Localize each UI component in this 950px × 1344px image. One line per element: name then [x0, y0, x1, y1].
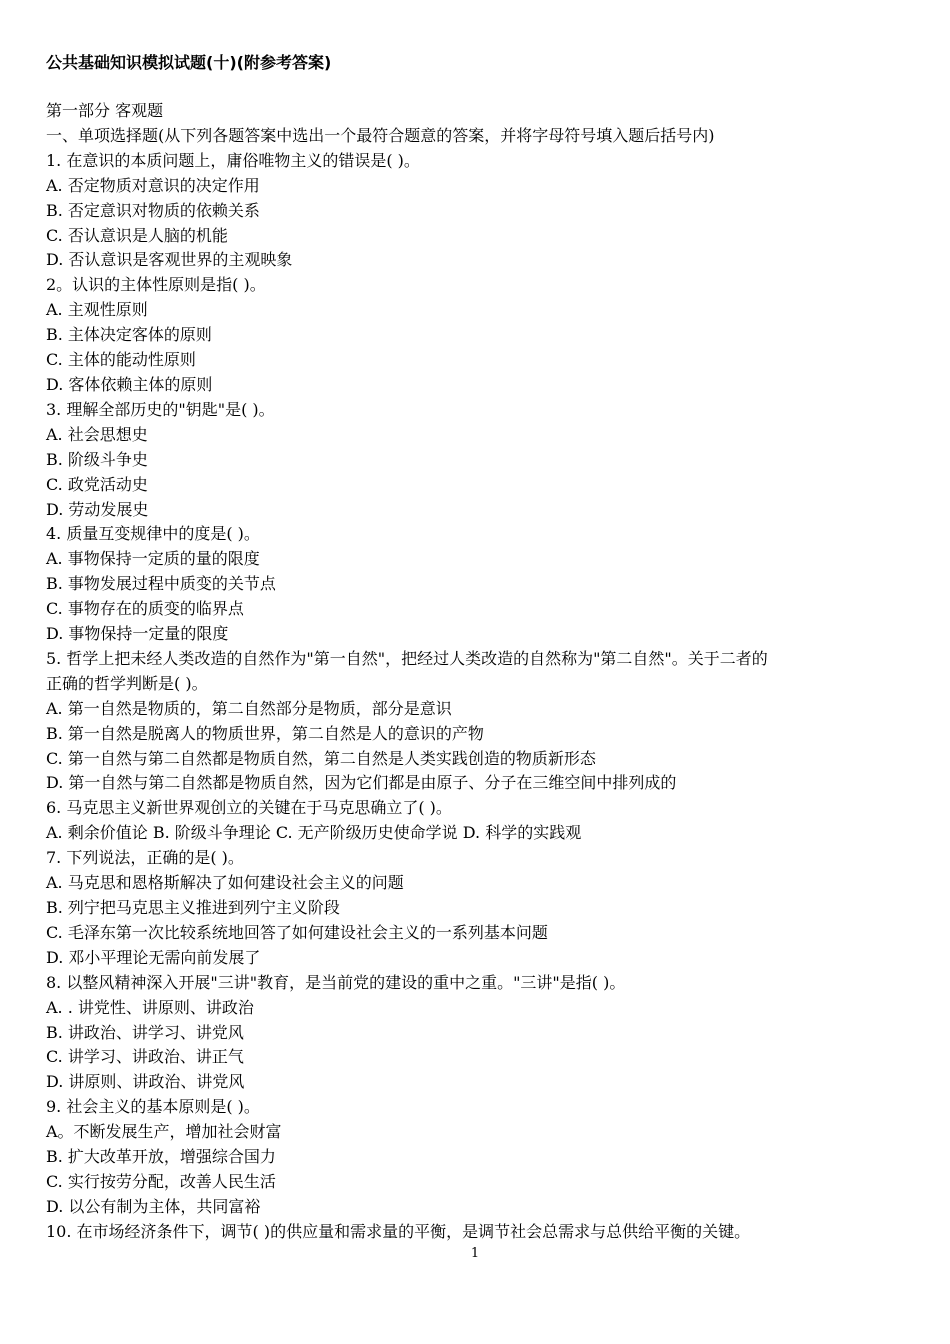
text-line: D. 邓小平理论无需向前发展了	[46, 947, 261, 967]
text-line: D. 第一自然与第二自然都是物质自然，因为它们都是由原子、分子在三维空间中排列成的	[46, 773, 677, 793]
text-line: A. . 讲党性、讲原则、讲政治	[46, 997, 254, 1017]
text-line: A. 第一自然是物质的，第二自然部分是物质，部分是意识	[46, 698, 452, 718]
text-line: 8. 以整风精神深入开展"三讲"教育，是当前党的建设的重中之重。"三讲"是指( )。	[46, 972, 626, 992]
document-body	[46, 99, 916, 1245]
text-line: 5. 哲学上把未经人类改造的自然作为"第一自然"，把经过人类改造的自然称为"第二自然"。关于二者的	[46, 648, 768, 668]
text-line: A. 社会思想史	[46, 424, 148, 444]
text-line: 3. 理解全部历史的"钥匙"是( )。	[46, 399, 275, 419]
text-line: 第一部分 客观题	[46, 101, 164, 120]
text-line: C. 实行按劳分配，改善人民生活	[46, 1171, 276, 1191]
text-line: C. 毛泽东第一次比较系统地回答了如何建设社会主义的一系列基本问题	[46, 922, 548, 942]
text-line: A. 剩余价值论 B. 阶级斗争理论 C. 无产阶级历史使命学说 D. 科学的实践观	[46, 823, 582, 843]
text-line: 正确的哲学判断是( )。	[46, 673, 208, 693]
text-line: 4. 质量互变规律中的度是( )。	[46, 524, 260, 544]
text-line: C. 主体的能动性原则	[46, 350, 196, 370]
text-line: C. 事物存在的质变的临界点	[46, 599, 244, 619]
text-line: B. 主体决定客体的原则	[46, 325, 212, 345]
text-line: C. 政党活动史	[46, 474, 148, 494]
text-line: D. 讲原则、讲政治、讲党风	[46, 1072, 245, 1092]
text-line: 6. 马克思主义新世界观创立的关键在于马克思确立了( )。	[46, 798, 452, 818]
text-line: 2。认识的主体性原则是指( )。	[46, 275, 266, 295]
text-line: C. 第一自然与第二自然都是物质自然，第二自然是人类实践创造的物质新形态	[46, 748, 596, 768]
text-line: 1. 在意识的本质问题上，庸俗唯物主义的错误是( )。	[46, 150, 420, 170]
document-page	[46, 50, 916, 1245]
text-line: B. 讲政治、讲学习、讲党风	[46, 1022, 244, 1042]
text-line: D. 客体依赖主体的原则	[46, 374, 213, 394]
text-line: 9. 社会主义的基本原则是( )。	[46, 1097, 260, 1117]
text-line: C. 讲学习、讲政治、讲正气	[46, 1047, 244, 1067]
page-number: 1	[470, 1246, 480, 1261]
text-line: 10. 在市场经济条件下，调节( )的供应量和需求量的平衡，是调节社会总需求与总供给平衡的关键。	[46, 1221, 751, 1241]
text-line: B. 否定意识对物质的依赖关系	[46, 200, 260, 220]
document-title: 公共基础知识模拟试题(十)(附参考答案)	[46, 53, 332, 72]
text-line: A. 事物保持一定质的量的限度	[46, 549, 260, 569]
text-line: 7. 下列说法，正确的是( )。	[46, 848, 244, 868]
text-line: B. 第一自然是脱离人的物质世界，第二自然是人的意识的产物	[46, 723, 484, 743]
text-line: B. 扩大改革开放，增强综合国力	[46, 1147, 276, 1167]
text-line: 一、单项选择题(从下列各题答案中选出一个最符合题意的答案，并将字母符号填入题后括号内)	[46, 125, 715, 145]
text-line: D. 劳动发展史	[46, 499, 149, 519]
text-line: B. 阶级斗争史	[46, 449, 148, 469]
text-line: D. 以公有制为主体，共同富裕	[46, 1196, 261, 1216]
text-line: A. 主观性原则	[46, 300, 148, 320]
text-line: A。不断发展生产，增加社会财富	[46, 1122, 282, 1142]
text-line: D. 否认意识是客观世界的主观映象	[46, 250, 293, 270]
text-line: C. 否认意识是人脑的机能	[46, 225, 228, 245]
text-line: A. 马克思和恩格斯解决了如何建设社会主义的问题	[46, 873, 404, 893]
text-line: B. 事物发展过程中质变的关节点	[46, 574, 276, 594]
text-line: A. 否定物质对意识的决定作用	[46, 175, 260, 195]
text-line: D. 事物保持一定量的限度	[46, 624, 229, 644]
text-line: B. 列宁把马克思主义推进到列宁主义阶段	[46, 898, 340, 917]
